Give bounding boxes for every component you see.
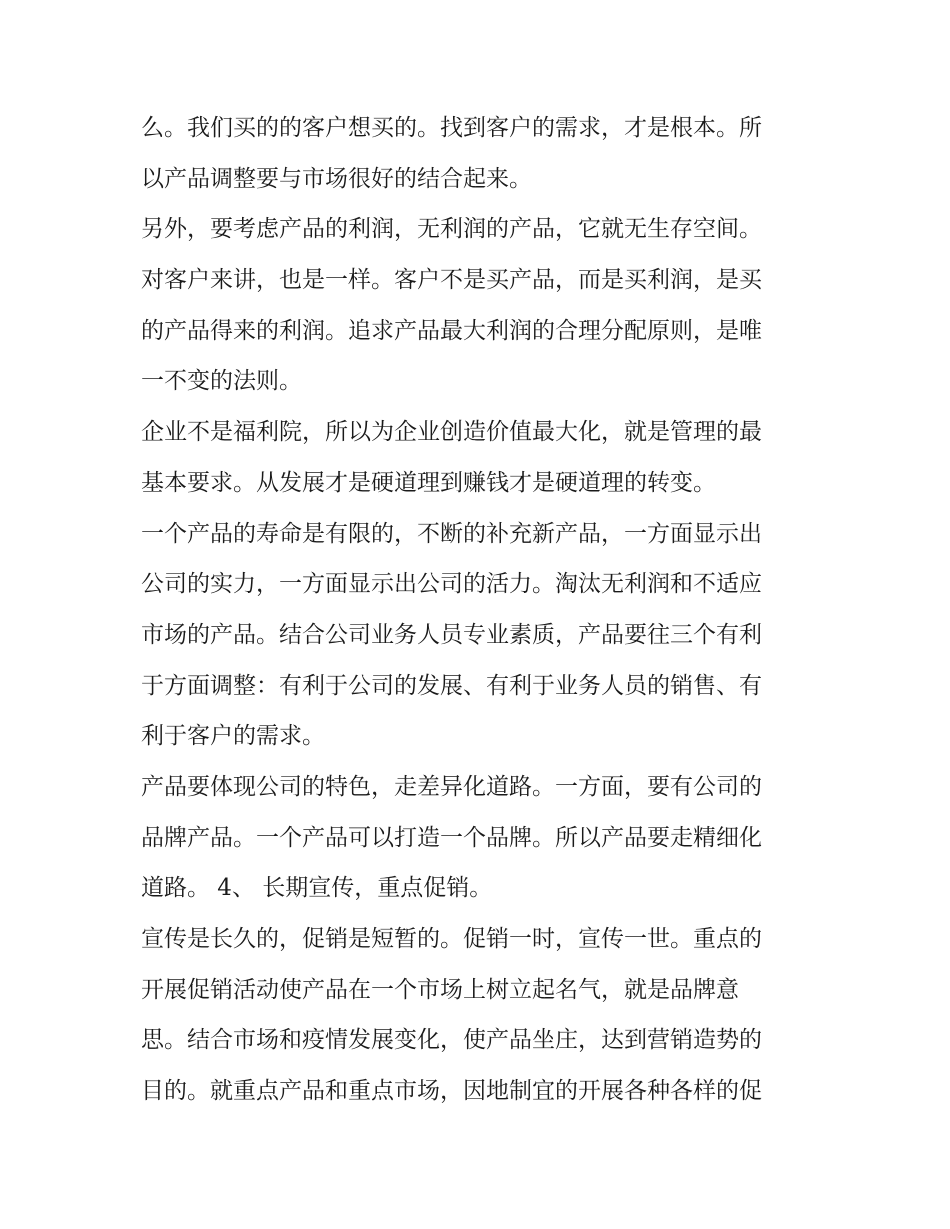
- body-text: [141, 103, 821, 1117]
- text-line: 一不变的法则。: [141, 368, 302, 395]
- text-line: 品牌产品。一个产品可以打造一个品牌。所以产品要走精细化: [141, 824, 762, 851]
- text-line: 企业不是福利院，所以为企业创造价值最大化，就是管理的最: [141, 419, 762, 446]
- text-line: 的产品得来的利润。追求产品最大利润的合理分配原则，是唯: [141, 317, 762, 344]
- text-line: 思。结合市场和疫情发展变化，使产品坐庄，达到营销造势的: [141, 1027, 762, 1054]
- text-line: 开展促销活动使产品在一个市场上树立起名气，就是品牌意: [141, 976, 739, 1003]
- text-line: 利于客户的需求。: [141, 723, 325, 750]
- text-line: 另外，要考虑产品的利润，无利润的产品，它就无生存空间。: [141, 216, 762, 243]
- text-line: 于方面调整：有利于公司的发展、有利于业务人员的销售、有: [141, 672, 762, 699]
- text-line: 以产品调整要与市场很好的结合起来。: [141, 165, 532, 192]
- text-line: 么。我们买的的客户想买的。找到客户的需求，才是根本。所: [141, 115, 762, 141]
- text-line: 基本要求。从发展才是硬道理到赚钱才是硬道理的转变。: [141, 469, 716, 496]
- text-line: 市场的产品。结合公司业务人员专业素质，产品要往三个有利: [141, 621, 762, 648]
- text-line: 产品要体现公司的特色，走差异化道路。一方面，要有公司的: [141, 773, 762, 800]
- text-line: 道路。 4、 长期宣传，重点促销。: [141, 875, 493, 902]
- text-line: 宣传是长久的，促销是短暂的。促销一时，宣传一世。重点的: [141, 926, 762, 952]
- text-line: 目的。就重点产品和重点市场，因地制宜的开展各种各样的促: [141, 1078, 762, 1105]
- text-line: 对客户来讲，也是一样。客户不是买产品，而是买利润，是买: [141, 267, 762, 294]
- text-line: 公司的实力，一方面显示出公司的活力。淘汰无利润和不适应: [141, 571, 762, 598]
- text-line: 一个产品的寿命是有限的，不断的补充新产品，一方面显示出: [141, 520, 762, 547]
